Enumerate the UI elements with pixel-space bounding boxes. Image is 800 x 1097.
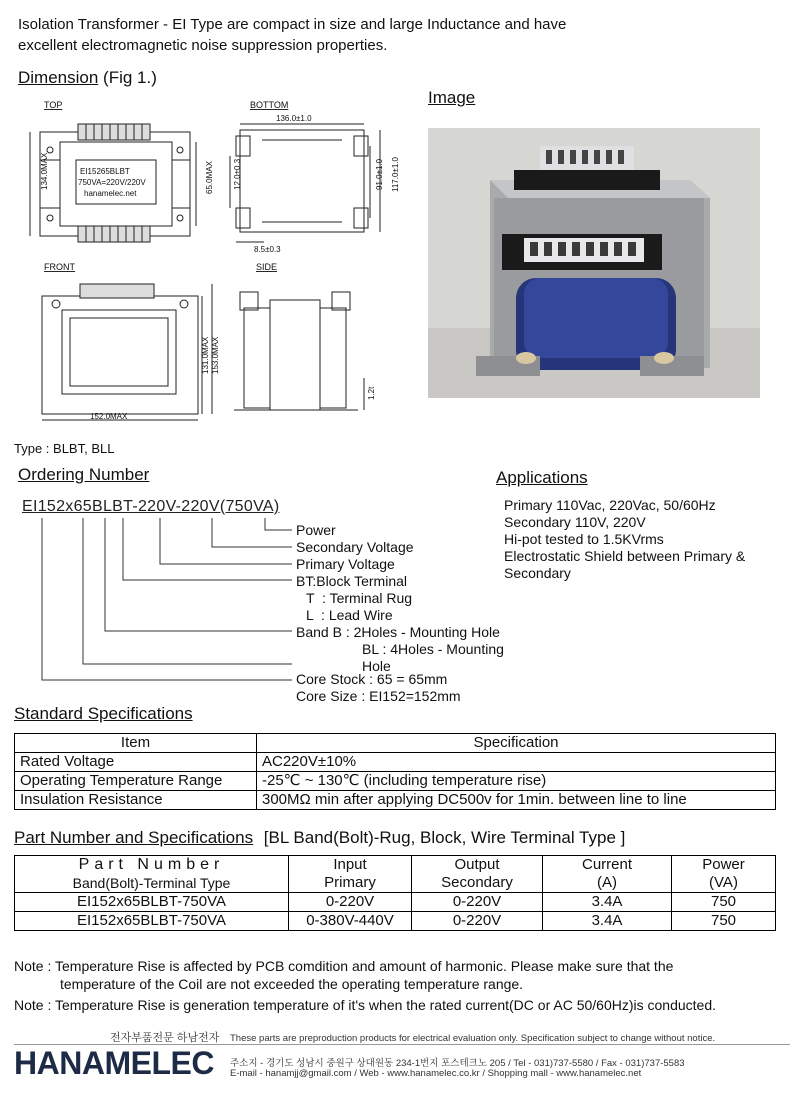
standard-specs-title: Standard Specifications — [14, 704, 193, 723]
header-power — [672, 856, 776, 893]
spec-value: 300MΩ min after applying DC500v for 1min. between line to line — [257, 791, 776, 810]
header-part-number-top: Part Number — [78, 856, 225, 873]
dimension-fig: (Fig 1.) — [103, 68, 157, 87]
nameplate-1: EI15265BLBT — [80, 167, 130, 176]
spec-value: -25℃ ~ 130℃ (including temperature rise) — [257, 772, 776, 791]
bottom-view-label: BOTTOM — [250, 100, 289, 110]
parts-title: Part Number and Specifications — [14, 828, 254, 847]
brand-small: 전자부품전문 하남전자 — [110, 1032, 220, 1044]
header-power-top: Power — [702, 856, 745, 873]
dim-top-height: 134.0MAX — [40, 152, 49, 190]
output-cell: 0-220V — [412, 893, 543, 912]
power-cell: 750 — [672, 912, 776, 931]
transformer-photo — [428, 128, 760, 398]
application-item: Electrostatic Shield between Primary & — [504, 548, 746, 564]
standard-specs-table — [14, 733, 776, 810]
part-number-cell: EI152x65BLBT-750VA — [15, 893, 289, 912]
input-cell: 0-220V — [289, 893, 412, 912]
parts-title-line — [14, 828, 625, 848]
ordering-title: Ordering Number — [18, 465, 150, 484]
spec-item: Rated Voltage — [15, 753, 257, 772]
header-specification: Specification — [257, 734, 776, 753]
legend-block-terminal: BT:Block Terminal — [296, 573, 408, 589]
note-2 — [14, 996, 800, 1014]
dim-bottom-hole: 8.5±0.3 — [254, 245, 281, 254]
application-item: Primary 110Vac, 220Vac, 50/60Hz — [504, 497, 716, 513]
header-current-top: Current — [581, 856, 633, 873]
legend-core-size: Core Size : EI152=152mm — [296, 688, 461, 704]
applications-list — [504, 497, 784, 582]
intro-line-2: excellent electromagnetic noise suppression properties. — [18, 37, 388, 54]
header-part-number — [15, 856, 289, 893]
dim-front-h1: 131.0MAX — [201, 336, 210, 374]
company-logo — [14, 1032, 229, 1085]
dim-front-width: 152.0MAX — [90, 412, 128, 421]
header-item: Item — [15, 734, 257, 753]
front-view-label: FRONT — [44, 262, 75, 272]
type-line: Type : BLBT, BLL — [14, 441, 115, 456]
dim-bottom-r2: 117.0±1.0 — [391, 157, 400, 192]
dim-bottom-left: 12.0±0.3 — [233, 158, 242, 190]
dimension-title — [18, 68, 157, 88]
dim-bottom-width: 136.0±1.0 — [276, 114, 312, 123]
table-row — [15, 893, 776, 912]
footer-disclaimer: These parts are preproduction products for electrical evaluation only. Specification subject to change without notice. — [230, 1033, 716, 1044]
legend-primary-voltage: Primary Voltage — [296, 556, 395, 572]
spec-item: Operating Temperature Range — [15, 772, 257, 791]
parts-table — [14, 855, 776, 931]
input-cell: 0-380V-440V — [289, 912, 412, 931]
header-output-top: Output — [454, 856, 500, 873]
table-row — [15, 772, 776, 791]
header-current-bottom: (A) — [597, 874, 617, 891]
header-power-bottom: (VA) — [709, 874, 738, 891]
power-cell: 750 — [672, 893, 776, 912]
nameplate-3: hanamelec.net — [84, 189, 137, 198]
ordering-code — [22, 498, 279, 516]
side-view-label: SIDE — [256, 262, 278, 272]
note-1-line-b: temperature of the Coil are not exceeded the operating temperature range. — [60, 976, 524, 992]
ordering-code-text: EI152x65BLBT-220V-220V(750VA) — [22, 498, 280, 515]
note-1 — [14, 957, 794, 993]
nameplate-2: 750VA=220V/220V — [78, 178, 146, 187]
note-1-label: Note : — [14, 958, 52, 974]
dimension-drawing — [18, 96, 398, 426]
legend-band-b: Band B : 2Holes - Mounting Hole — [296, 624, 500, 640]
table-row — [15, 753, 776, 772]
footer-address: 주소지 - 경기도 성남시 중원구 상대원동 234-1번지 포스테크노 205 / Tel - 031)737-5580 / Fax - 031)737-5583 — [230, 1058, 685, 1069]
image-title: Image — [428, 88, 476, 107]
footer-contact: E-mail - hanamjj@gmail.com / Web - www.hanamelec.co.kr / Shopping mall - www.hanamelec.net — [230, 1068, 642, 1079]
ordering-legend — [296, 522, 536, 705]
legend-terminal-rug: T : Terminal Rug — [306, 590, 413, 606]
table-header-row — [15, 734, 776, 753]
header-input-bottom: Primary — [324, 874, 376, 891]
table-row — [15, 912, 776, 931]
intro-line-1: Isolation Transformer - EI Type are compact in size and large Inductance and have — [18, 16, 567, 33]
spec-item: Insulation Resistance — [15, 791, 257, 810]
application-item: Hi-pot tested to 1.5KVrms — [504, 531, 664, 547]
header-current — [543, 856, 672, 893]
dim-front-h2: 153.0MAX — [211, 336, 220, 374]
legend-secondary-voltage: Secondary Voltage — [296, 539, 414, 555]
logo-text: HANAMELEC — [14, 1045, 214, 1081]
dim-top-inner: 65.0MAX — [205, 161, 214, 194]
legend-core-stock: Core Stock : 65 = 65mm — [296, 671, 448, 687]
dim-bottom-r1: 91.0±1.0 — [375, 158, 384, 190]
output-cell: 0-220V — [412, 912, 543, 931]
application-item: Secondary 110V, 220V — [504, 514, 646, 530]
header-output-bottom: Secondary — [441, 874, 513, 891]
top-view-label: TOP — [44, 100, 63, 110]
part-number-cell: EI152x65BLBT-750VA — [15, 912, 289, 931]
header-output — [412, 856, 543, 893]
intro-text — [18, 14, 718, 56]
note-1-line-a: Temperature Rise is affected by PCB comdition and amount of harmonic. Please make sure that the — [55, 958, 674, 974]
legend-lead-wire: L : Lead Wire — [306, 607, 393, 623]
header-input-top: Input — [333, 856, 367, 873]
parts-subtitle: [BL Band(Bolt)-Rug, Block, Wire Terminal Type ] — [263, 828, 626, 847]
legend-band-bl: BL : 4Holes - Mounting Hole — [362, 641, 504, 674]
header-part-number-bottom: Band(Bolt)-Terminal Type — [72, 875, 231, 891]
table-header-row — [15, 856, 776, 893]
dimension-heading: Dimension — [18, 68, 99, 87]
table-row — [15, 791, 776, 810]
current-cell: 3.4A — [543, 893, 672, 912]
ordering-leader-lines — [30, 518, 330, 690]
spec-value: AC220V±10% — [257, 753, 776, 772]
header-input — [289, 856, 412, 893]
application-item: Secondary — [504, 565, 571, 581]
note-2-text: Temperature Rise is generation temperature of it's when the rated current(DC or AC 50/60Hz)is conducted. — [55, 997, 716, 1013]
dim-side-thickness: 1.2t — [367, 386, 376, 400]
note-2-label: Note : — [14, 997, 52, 1013]
applications-title: Applications — [496, 468, 588, 487]
legend-power: Power — [296, 522, 336, 538]
current-cell: 3.4A — [543, 912, 672, 931]
